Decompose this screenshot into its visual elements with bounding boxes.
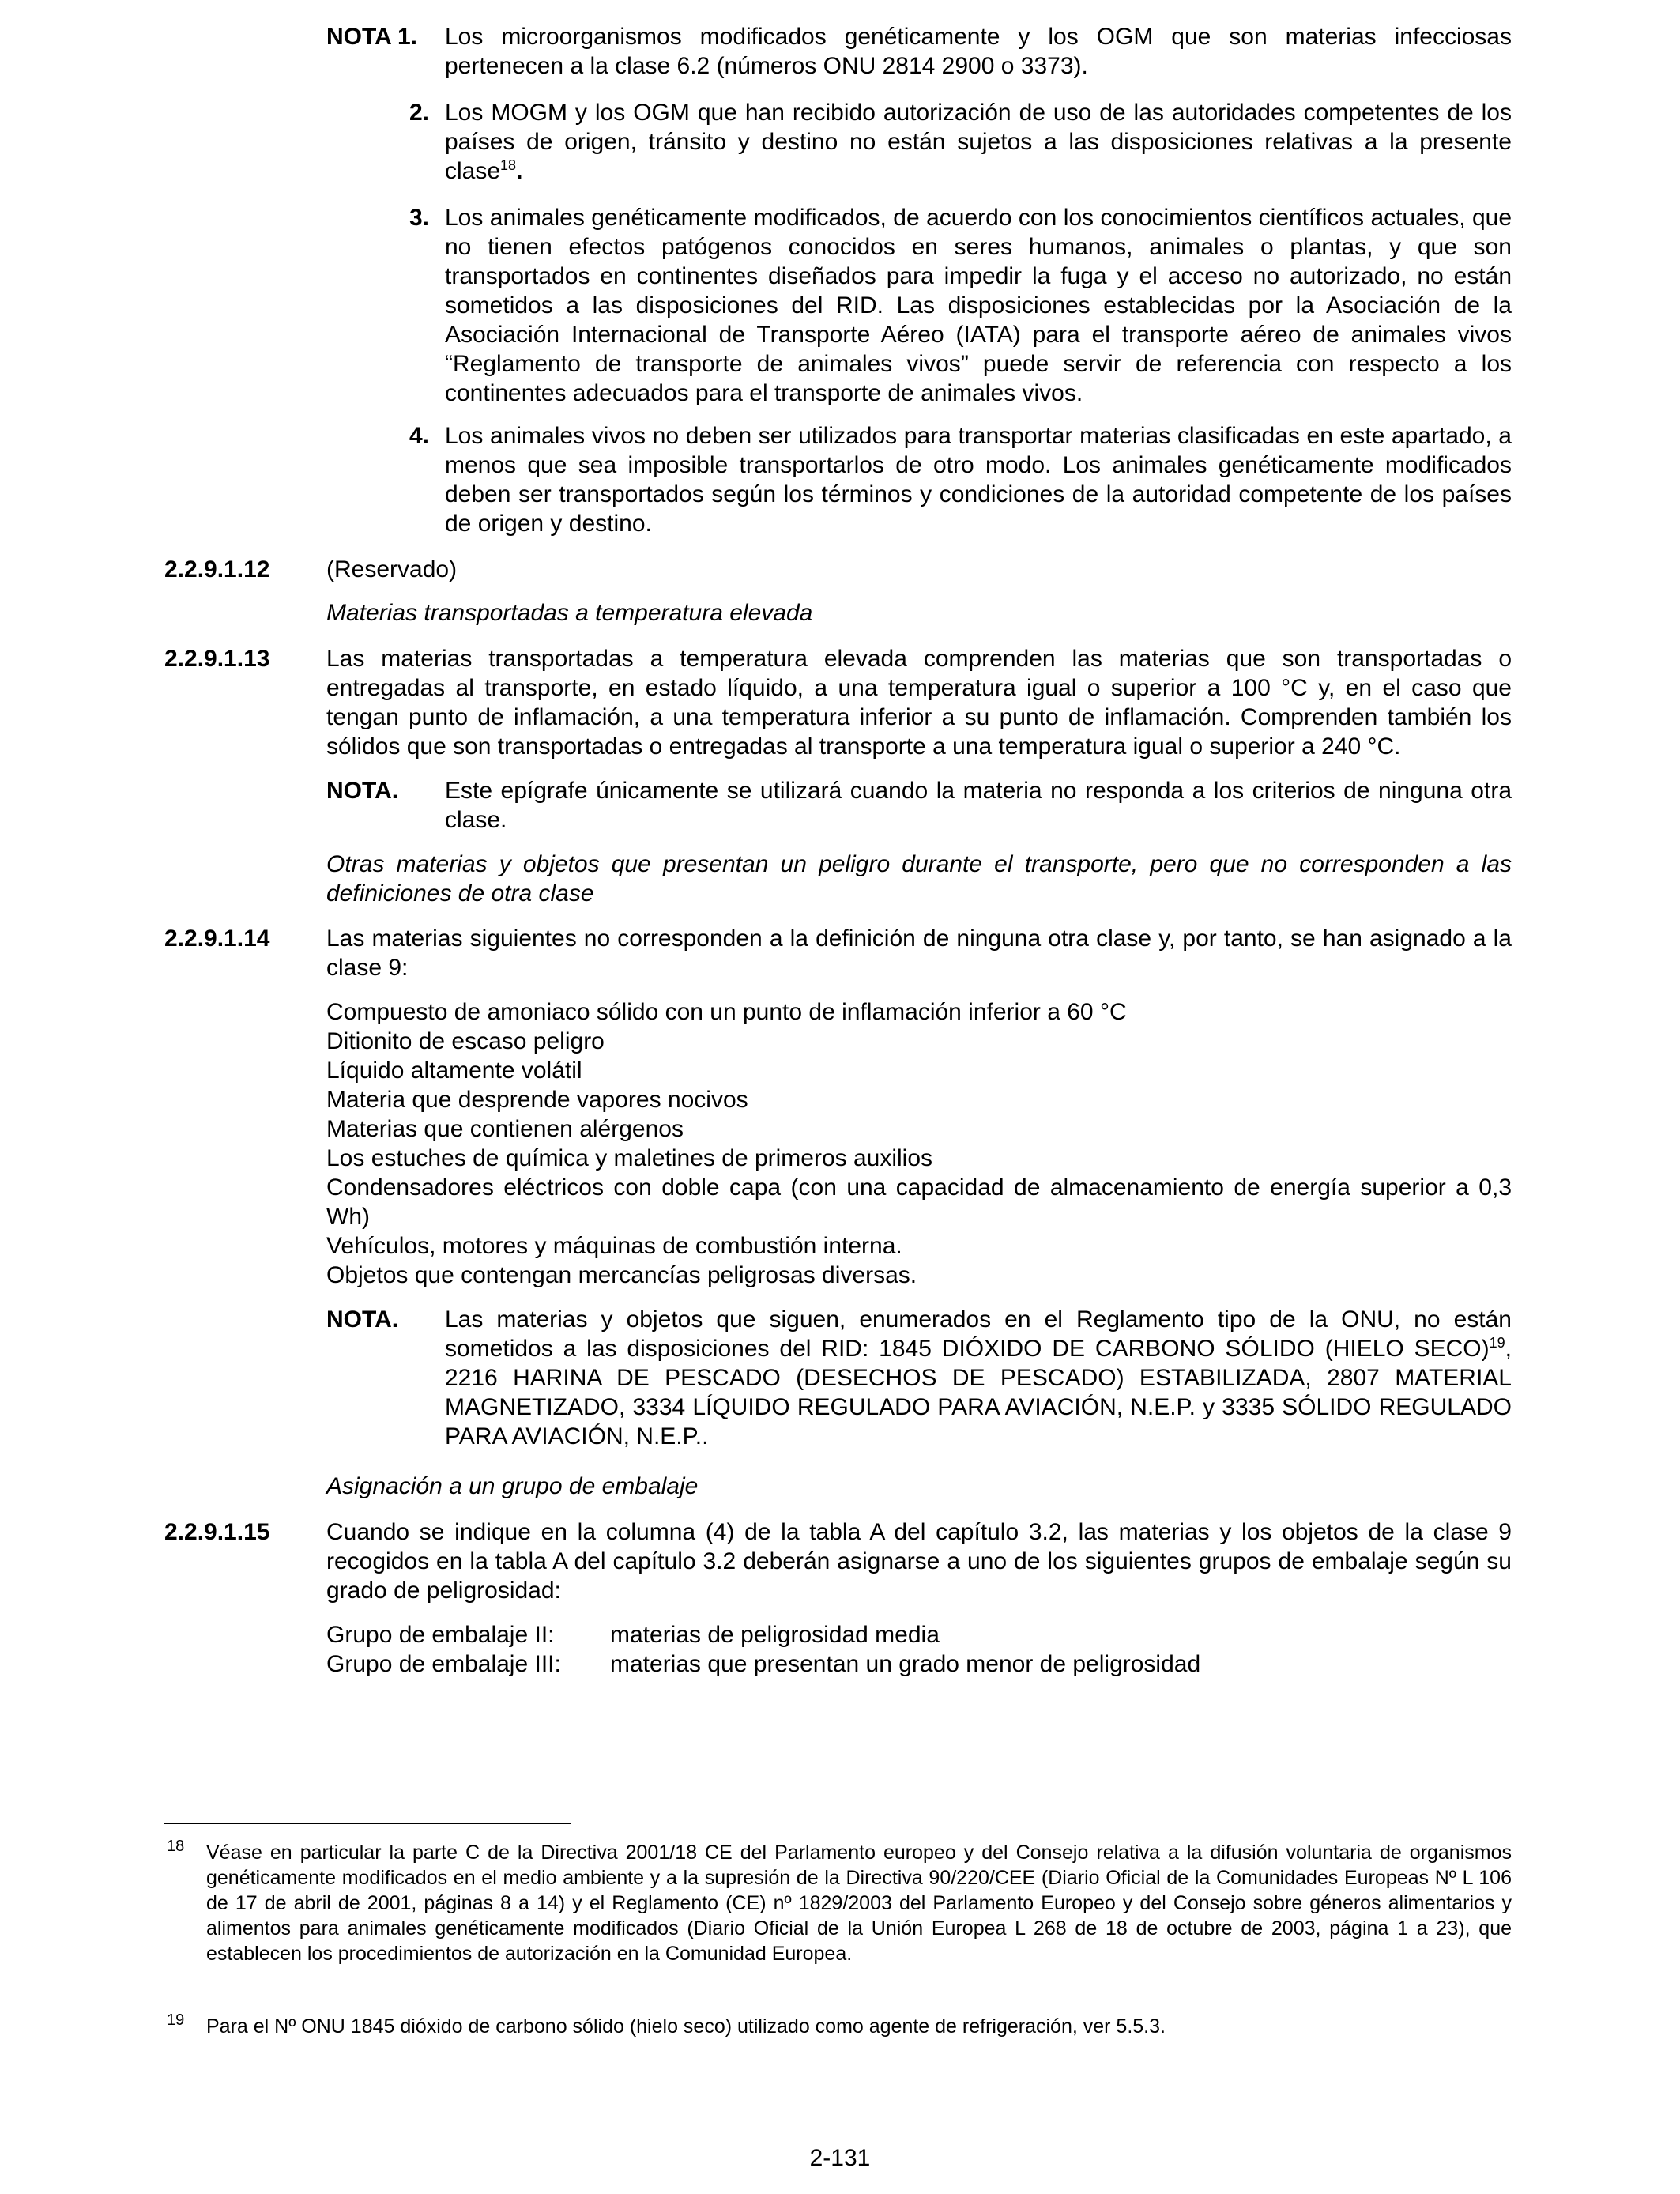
note-1-text: Los microorganismos modificados genéticamente y los OGM que son materias infecciosas pertenecen a la clase 6.2 (números ONU 2814 2900 o 3373). [445, 24, 1512, 79]
subheading-other-materials: Otras materias y objetos que presentan un peligro durante el transporte, pero que no corresponden a las definiciones de otra clase [326, 851, 1512, 907]
note-14-text: Las materias y objetos que siguen, enumerados en el Reglamento tipo de la ONU, no están sometidos a las disposiciones del RID: 1845 DIÓXIDO DE CARBONO SÓLIDO (HIELO SECO)$^{19}$, 2216 HARINA DE PESCADO (DESECHOS DE PESCADO) ESTABILIZADA, 2807 MATERIAL MAGNETIZADO, 3334 LÍQUIDO REGULADO PARA AVIACIÓN, N.E.P. y 3335 SÓLIDO REGULADO PARA AVIACIÓN, N.E.P.. [445, 1306, 1512, 1449]
note-3-number: 3. [409, 205, 429, 231]
section-14-text: Las materias siguientes no corresponden a la definición de ninguna otra clase y, por tanto, se han asignado a la clase 9: [326, 925, 1512, 981]
note-4-text: Los animales vivos no deben ser utilizados para transportar materias clasificadas en este apartado, a menos que sea imposible transportarlos de otro modo. Los animales genéticamente modificados deben ser transportados según los términos y condiciones de la autoridad competente de los países de origen y destino. [445, 423, 1512, 537]
list-item: Compuesto de amoniaco sólido con un punto de inflamación inferior a 60 °C [326, 999, 1127, 1025]
section-number-15: 2.2.9.1.15 [164, 1519, 270, 1545]
note-2-number: 2. [409, 100, 429, 126]
section-12-text: (Reservado) [326, 556, 458, 582]
note-14-label: NOTA. [326, 1306, 399, 1333]
packing-group-desc: materias que presentan un grado menor de peligrosidad [610, 1651, 1201, 1677]
subheading-temperature: Materias transportadas a temperatura elevada [326, 600, 813, 626]
footnote-divider [164, 1823, 571, 1824]
note-4-number: 4. [409, 423, 429, 449]
list-item: Condensadores eléctricos con doble capa (con una capacidad de almacenamiento de energía superior a 0,3 Wh) [326, 1174, 1512, 1230]
page-number: 2-131 [809, 2145, 871, 2171]
list-item: Materia que desprende vapores nocivos [326, 1087, 748, 1113]
section-13-text: Las materias transportadas a temperatura elevada comprenden las materias que son transportadas o entregadas al transporte, en estado líquido, a una temperatura igual o superior a 100 °C y, en el caso que tengan punto de inflamación, a una temperatura inferior a su punto de inflamación. Comprenden también los sólidos que son transportadas o entregadas al transporte a una temperatura igual o superior a 240 °C. [326, 646, 1512, 760]
note-2-text: Los MOGM y los OGM que han recibido autorización de uso de las autoridades competentes de los países de origen, tránsito y destino no están sujetos a las disposiciones relativas a la presente clase$^{18}$. [445, 100, 1512, 184]
list-item: Vehículos, motores y máquinas de combustión interna. [326, 1233, 902, 1259]
note-1-number: NOTA 1. [326, 24, 418, 50]
section-number-13: 2.2.9.1.13 [164, 646, 270, 672]
list-item: Los estuches de química y maletines de primeros auxilios [326, 1145, 933, 1171]
footnote-19-number: 19 [167, 2011, 185, 2029]
footnote-18-text: Véase en particular la parte C de la Directiva 2001/18 CE del Parlamento europeo y del Consejo relativa a la difusión voluntaria de organismos genéticamente modificados en el medio ambiente y a la supresión de la Directiva 90/220/CEE (Diario Oficial de la Comunidades Europeas Nº L 106 de 17 de abril de 2001, páginas 8 a 14) y el Reglamento (CE) nº 1829/2003 del Parlamento Europeo y del Consejo sobre géneros alimentarios y alimentos para animales genéticamente modificados (Diario Oficial de la Unión Europea L 268 de 18 de octubre de 2003, página 1 a 23), que establecen los procedimientos de autorización en la Comunidad Europea. [206, 1842, 1512, 1965]
section-number-12: 2.2.9.1.12 [164, 556, 270, 582]
list-item: Líquido altamente volátil [326, 1057, 582, 1084]
note-13-label: NOTA. [326, 778, 399, 804]
note-13-text: Este epígrafe únicamente se utilizará cuando la materia no responda a los criterios de ninguna otra clase. [445, 778, 1512, 833]
list-item: Materias que contienen alérgenos [326, 1116, 684, 1142]
list-item: Objetos que contengan mercancías peligrosas diversas. [326, 1262, 917, 1288]
subheading-packing-group: Asignación a un grupo de embalaje [326, 1473, 699, 1499]
footnote-19-text: Para el Nº ONU 1845 dióxido de carbono sólido (hielo seco) utilizado como agente de refrigeración, ver 5.5.3. [206, 2015, 1166, 2038]
packing-group-label: Grupo de embalaje III: [326, 1651, 561, 1677]
packing-group-label: Grupo de embalaje II: [326, 1622, 555, 1648]
materials-list [326, 997, 1512, 1290]
footnote-ref-18[interactable]: 18 [500, 157, 517, 173]
section-15-text: Cuando se indique en la columna (4) de la tabla A del capítulo 3.2, las materias y los objetos de la clase 9 recogidos en la tabla A del capítulo 3.2 deberán asignarse a uno de los siguientes grupos de embalaje según su grado de peligrosidad: [326, 1519, 1512, 1604]
packing-group-desc: materias de peligrosidad media [610, 1622, 940, 1648]
section-number-14: 2.2.9.1.14 [164, 925, 270, 952]
footnote-18-number: 18 [167, 1838, 185, 1855]
list-item: Ditionito de escaso peligro [326, 1028, 605, 1054]
footnote-ref-19[interactable]: 19 [1489, 1335, 1505, 1351]
note-3-text: Los animales genéticamente modificados, de acuerdo con los conocimientos científicos actuales, que no tienen efectos patógenos conocidos en seres humanos, animales o plantas, y que son transportados en continentes diseñados para impedir la fuga y el acceso no autorizado, no están sometidos a las disposiciones del RID. Las disposiciones establecidas por la Asociación de la Asociación Internacional de Transporte Aéreo (IATA) para el transporte aéreo de animales vivos “Reglamento de transporte de animales vivos” puede servir de referencia con respecto a los continentes adecuados para el transporte de animales vivos. [445, 205, 1512, 406]
